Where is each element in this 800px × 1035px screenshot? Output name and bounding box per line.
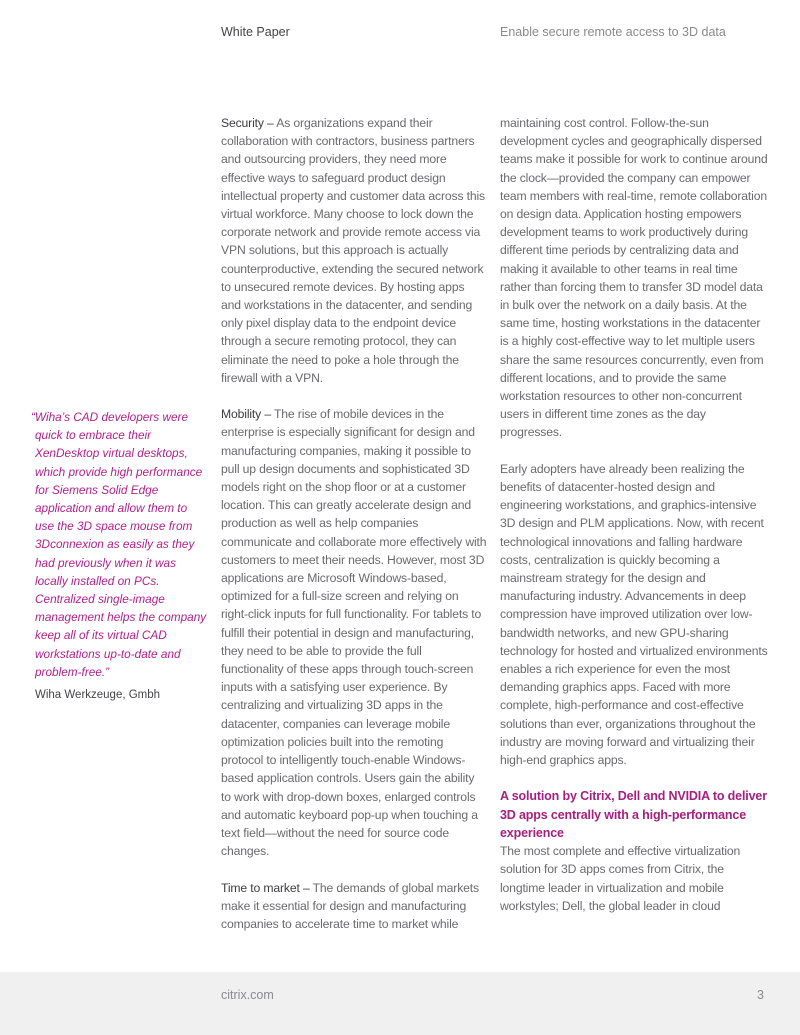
pull-quote-attribution: Wiha Werkzeuge, Gmbh (35, 689, 161, 702)
footer-url: citrix.com (221, 988, 274, 1002)
section-heading: A solution by Citrix, Dell and NVIDIA to deliver 3D apps centrally with a high-performance experience (500, 789, 767, 840)
header-subtitle: Enable secure remote access to 3D data (500, 25, 726, 39)
mobility-lead: Mobility – (221, 407, 271, 422)
security-paragraph (221, 114, 487, 387)
page-footer (0, 972, 800, 1035)
header-title: White Paper (221, 25, 290, 39)
body-column-middle (221, 114, 487, 951)
body-column-right (500, 114, 768, 933)
pull-quote-text: “Wiha’s CAD developers were quick to embrace their XenDesktop virtual desktops, which provide high performance for Siemens Solid Edge application and allow them to use the 3D space mouse from 3Dconnexion as easily as they had previously when it was locally installed on PCs. Centralized single-image management helps the company keep all of its virtual CAD workstations up-to-date and problem-free.” (31, 410, 207, 679)
pull-quote (31, 408, 207, 704)
time-to-market-lead: Time to market – (221, 880, 310, 895)
page-number: 3 (757, 988, 764, 1002)
time-to-market-paragraph (221, 879, 487, 934)
follow-the-sun-paragraph: maintaining cost control. Follow-the-sun development cycles and geographically dispersed teams make it possible for work to continue around the clock—provided the company can empower team members with real-time, remote collaboration on design data. Application hosting empowers development teams to work productively during different time periods by centralizing data and making it available to other teams in real time rather than forcing them to transfer 3D model data in bulk over the network on a daily basis. At the same time, hosting workstations in the datacenter is a highly cost-effective way to let multiple users share the same resources concurrently, even from different locations, and to provide the same workstation resources to other non-concurrent users in different time zones as the day progresses. (500, 116, 768, 440)
time-to-market-text: The demands of global markets make it essential for design and manufacturing companies to accelerate time to market while (221, 880, 479, 931)
early-adopters-paragraph: Early adopters have already been realizing the benefits of datacenter-hosted design and engineering workstations, and graphics-intensive 3D design and PLM applications. Now, with recent technological innovations and falling hardware costs, centralization is quickly becoming a mainstream strategy for the design and manufacturing industry. Advancements in deep compression have improved utilization over low-bandwidth networks, and new GPU-sharing technology for hosted and virtualized environments enables a rich experience for even the most demanding graphics apps. Faced with more complete, high-performance and cost-effective solutions than ever, organizations throughout the industry are moving forward and virtualizing their high-end graphics apps. (500, 461, 768, 768)
mobility-paragraph (221, 405, 487, 860)
security-text: As organizations expand their collaboration with contractors, business partners and outsourcing providers, they need more effective ways to safeguard product design intellectual property and customer data across this virtual workforce. Many choose to lock down the corporate network and provide remote access via VPN solutions, but this approach is actually counterproductive, extending the secured network to unsecured remote devices. By hosting apps and workstations in the datacenter, and sending only pixel display data to the endpoint device through a secure remoting protocol, they can eliminate the need to poke a hole through the firewall with a VPN. (221, 116, 485, 385)
mobility-text: The rise of mobile devices in the enterprise is especially significant for design and manufacturing companies, making it possible to pull up design documents and sophisticated 3D models right on the shop floor or at a customer location. This can greatly accelerate design and production as well as help companies communicate and collaborate more effectively with customers to meet their needs. However, most 3D applications are Microsoft Windows-based, optimized for a full-size screen and relying on right-click inputs for full functionality. For tablets to fulfill their potential in design and manufacturing, they need to be able to provide the full functionality of these apps through touch-screen inputs with a satisfying user experience. By centralizing and virtualizing 3D apps in the datacenter, companies can leverage mobile optimization policies built into the remoting protocol to intelligently touch-enable Windows-based application controls. Users gain the ability to work with drop-down boxes, enlarged controls and automatic keyboard pop-up when touching a text field—without the need for source code changes. (221, 407, 487, 859)
security-lead: Security – (221, 116, 274, 130)
solution-paragraph: The most complete and effective virtualization solution for 3D apps comes from Citrix, the longtime leader in virtualization and mobile workstyles; Dell, the global leader in cloud (500, 844, 741, 913)
